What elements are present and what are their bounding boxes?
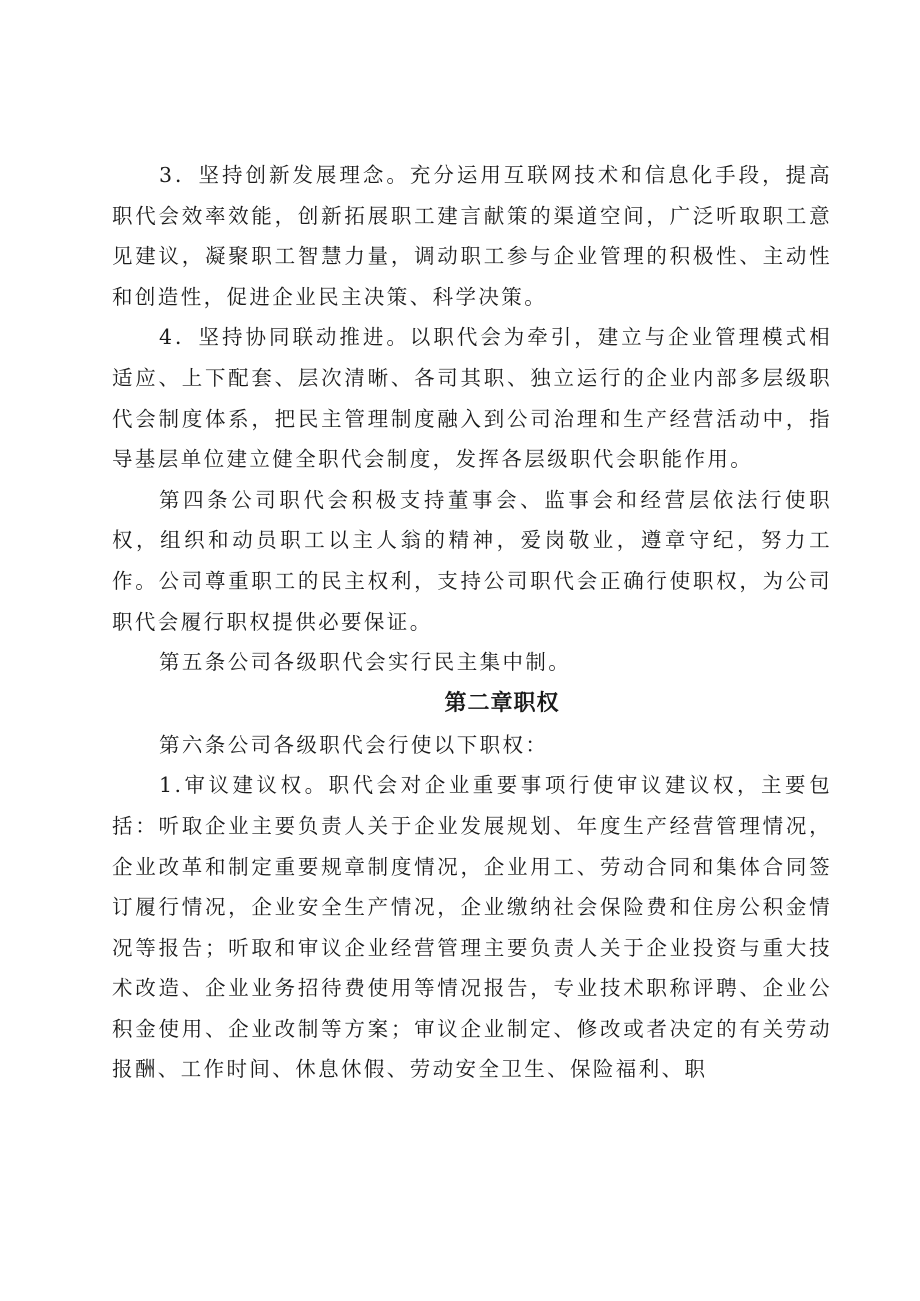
- paragraph-principle-3: 3．坚持创新发展理念。充分运用互联网技术和信息化手段，提高职代会效率效能，创新拓展职工建言献策的渠道空间，广泛听取职工意见建议，凝聚职工智慧力量，调动职工参与企业管理的积极性、主动性和创造性，促进企业民主决策、科学决策。: [112, 163, 832, 309]
- paragraph-article-6: 第六条公司各级职代会行使以下职权：: [159, 732, 549, 757]
- paragraph-principle-4: 4．坚持协同联动推进。以职代会为牵引，建立与企业管理模式相适应、上下配套、层次清晰、各司其职、独立运行的企业内部多层级职代会制度体系，把民主管理制度融入到公司治理和生产经营活动中，指导基层单位建立健全职代会制度，发挥各层级职代会职能作用。: [112, 325, 832, 472]
- document-body: [112, 155, 832, 1090]
- paragraph-article-5: 第五条公司各级职代会实行民主集中制。: [159, 650, 572, 675]
- paragraph-article-4: 第四条公司职代会积极支持董事会、监事会和经营层依法行使职权，组织和动员职工以主人翁的精神，爱岗敬业，遵章守纪，努力工作。公司尊重职工的民主权利，支持公司职代会正确行使职权，为公司职代会履行职权提供必要保证。: [112, 487, 832, 634]
- chapter-heading: 第二章职权: [444, 690, 560, 716]
- paragraph-review-right: 1.审议建议权。职代会对企业重要事项行使审议建议权，主要包括：听取企业主要负责人关于企业发展规划、年度生产经营管理情况，企业改革和制定重要规章制度情况，企业用工、劳动合同和集体合同签订履行情况，企业安全生产情况，企业缴纳社会保险费和住房公积金情况等报告；听取和审议企业经营管理主要负责人关于企业投资与重大技术改造、企业业务招待费使用等情况报告，专业技术职称评聘、企业公积金使用、企业改制等方案；审议企业制定、修改或者决定的有关劳动报酬、工作时间、休息休假、劳动安全卫生、保险福利、职: [112, 773, 832, 1082]
